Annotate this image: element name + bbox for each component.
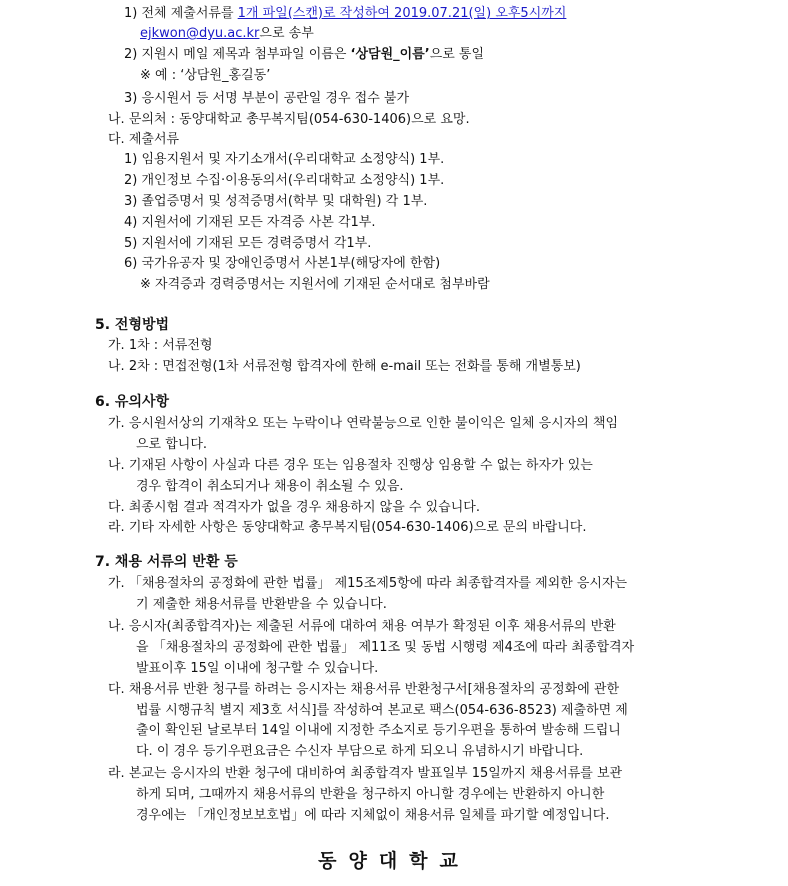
documents-heading: 다. 제출서류 <box>108 132 180 147</box>
return-line: 가. 「채용절차의 공정화에 관한 법률」 제15조제5항에 따라 최종합격자를 제외한 응시자는 <box>108 576 628 591</box>
screening-item: 나. 2차 : 면접전형(1차 서류전형 합격자에 한해 e-mail 또는 전화를 통해 개별통보) <box>108 359 581 374</box>
return-line: 출이 확인된 날로부터 14일 이내에 지정한 주소지로 등기우편을 통하여 발송해 드립니 <box>136 723 621 738</box>
document-item: 3) 졸업증명서 및 성적증명서(학부 및 대학원) 각 1부. <box>124 194 428 209</box>
return-line: 라. 본교는 응시자의 반환 청구에 대비하여 최종합격자 발표일부 15일까지 채용서류를 보관 <box>108 766 623 781</box>
mail-title-format: ‘상담원_이름’ <box>350 47 430 62</box>
return-line: 을 「채용절차의 공정화에 관한 법률」 제11조 및 동법 시행령 제4조에 따라 최종합격자 <box>136 640 635 655</box>
section-5-title: 5. 전형방법 <box>95 317 170 333</box>
return-line: 다. 이 경우 등기우편요금은 수신자 부담으로 하게 되오니 유념하시기 바랍니다. <box>136 744 584 759</box>
mail-title-example: ※ 예 : ‘상담원_홍길동’ <box>140 68 271 83</box>
email-suffix: 으로 송부 <box>259 26 314 41</box>
screening-item: 가. 1차 : 서류전형 <box>108 338 213 353</box>
notice-line: 경우 합격이 취소되거나 채용이 취소될 수 있음. <box>136 479 404 494</box>
mail-title-line <box>124 45 484 65</box>
signature-note: 3) 응시원서 등 서명 부분이 공란일 경우 접수 불가 <box>124 91 410 106</box>
notice-line: 으로 합니다. <box>136 437 208 452</box>
document-item: 2) 개인정보 수집·이용동의서(우리대학교 소정양식) 1부. <box>124 173 445 188</box>
documents-note: ※ 자격증과 경력증명서는 지원서에 기재된 순서대로 첨부바람 <box>140 277 490 292</box>
submission-line <box>124 4 566 24</box>
submission-prefix: 1) 전체 제출서류를 <box>124 6 238 21</box>
section-7-title: 7. 채용 서류의 반환 등 <box>95 554 238 570</box>
deadline-link[interactable]: 1개 파일(스캔)로 작성하여 2019.07.21(일) 오후5시까지 <box>237 6 567 21</box>
mail-title-suffix: 으로 통일 <box>429 47 485 62</box>
notice-line: 가. 응시원서상의 기재착오 또는 누락이나 연락불능으로 인한 불이익은 일체 응시자의 책임 <box>108 416 619 431</box>
return-line: 경우에는 「개인정보보호법」에 따라 지체없이 채용서류 일체를 파기할 예정입니다. <box>136 808 610 823</box>
mail-title-prefix: 2) 지원시 메일 제목과 첨부파일 이름은 <box>124 47 351 62</box>
notice-line: 나. 기재된 사항이 사실과 다른 경우 또는 임용절차 진행상 임용할 수 없는 하자가 있는 <box>108 458 593 473</box>
email-link[interactable]: ejkwon@dyu.ac.kr <box>140 26 260 41</box>
contact-line: 나. 문의처 : 동양대학교 총무복지팀(054-630-1406)으로 요망. <box>108 112 470 127</box>
section-6-title: 6. 유의사항 <box>95 394 170 410</box>
document-item: 1) 임용지원서 및 자기소개서(우리대학교 소정양식) 1부. <box>124 152 445 167</box>
document-item: 4) 지원서에 기재된 모든 자격증 사본 각1부. <box>124 215 376 230</box>
document-item: 6) 국가유공자 및 장애인증명서 사본1부(해당자에 한함) <box>124 256 441 271</box>
notice-line: 라. 기타 자세한 사항은 동양대학교 총무복지팀(054-630-1406)으로 문의 바랍니다. <box>108 520 587 535</box>
return-line: 기 제출한 채용서류를 반환받을 수 있습니다. <box>136 597 387 612</box>
return-line: 발표이후 15일 이내에 청구할 수 있습니다. <box>136 661 379 676</box>
return-line: 다. 채용서류 반환 청구를 하려는 응시자는 채용서류 반환청구서[채용절차의 공정화에 관한 <box>108 682 620 697</box>
return-line: 나. 응시자(최종합격자)는 제출된 서류에 대하여 채용 여부가 확정된 이후 채용서류의 반환 <box>108 619 616 634</box>
university-name: 동양대학교 <box>318 850 470 872</box>
document-item: 5) 지원서에 기재된 모든 경력증명서 각1부. <box>124 236 372 251</box>
return-line: 하게 되며, 그때까지 채용서류의 반환을 청구하지 아니할 경우에는 반환하지 아니한 <box>136 787 605 802</box>
email-line <box>140 24 314 44</box>
return-line: 법률 시행규칙 별지 제3호 서식]를 작성하여 본교로 팩스(054-636-8523) 제출하면 제 <box>136 703 628 718</box>
notice-line: 다. 최종시험 결과 적격자가 없을 경우 채용하지 않을 수 있습니다. <box>108 500 480 515</box>
